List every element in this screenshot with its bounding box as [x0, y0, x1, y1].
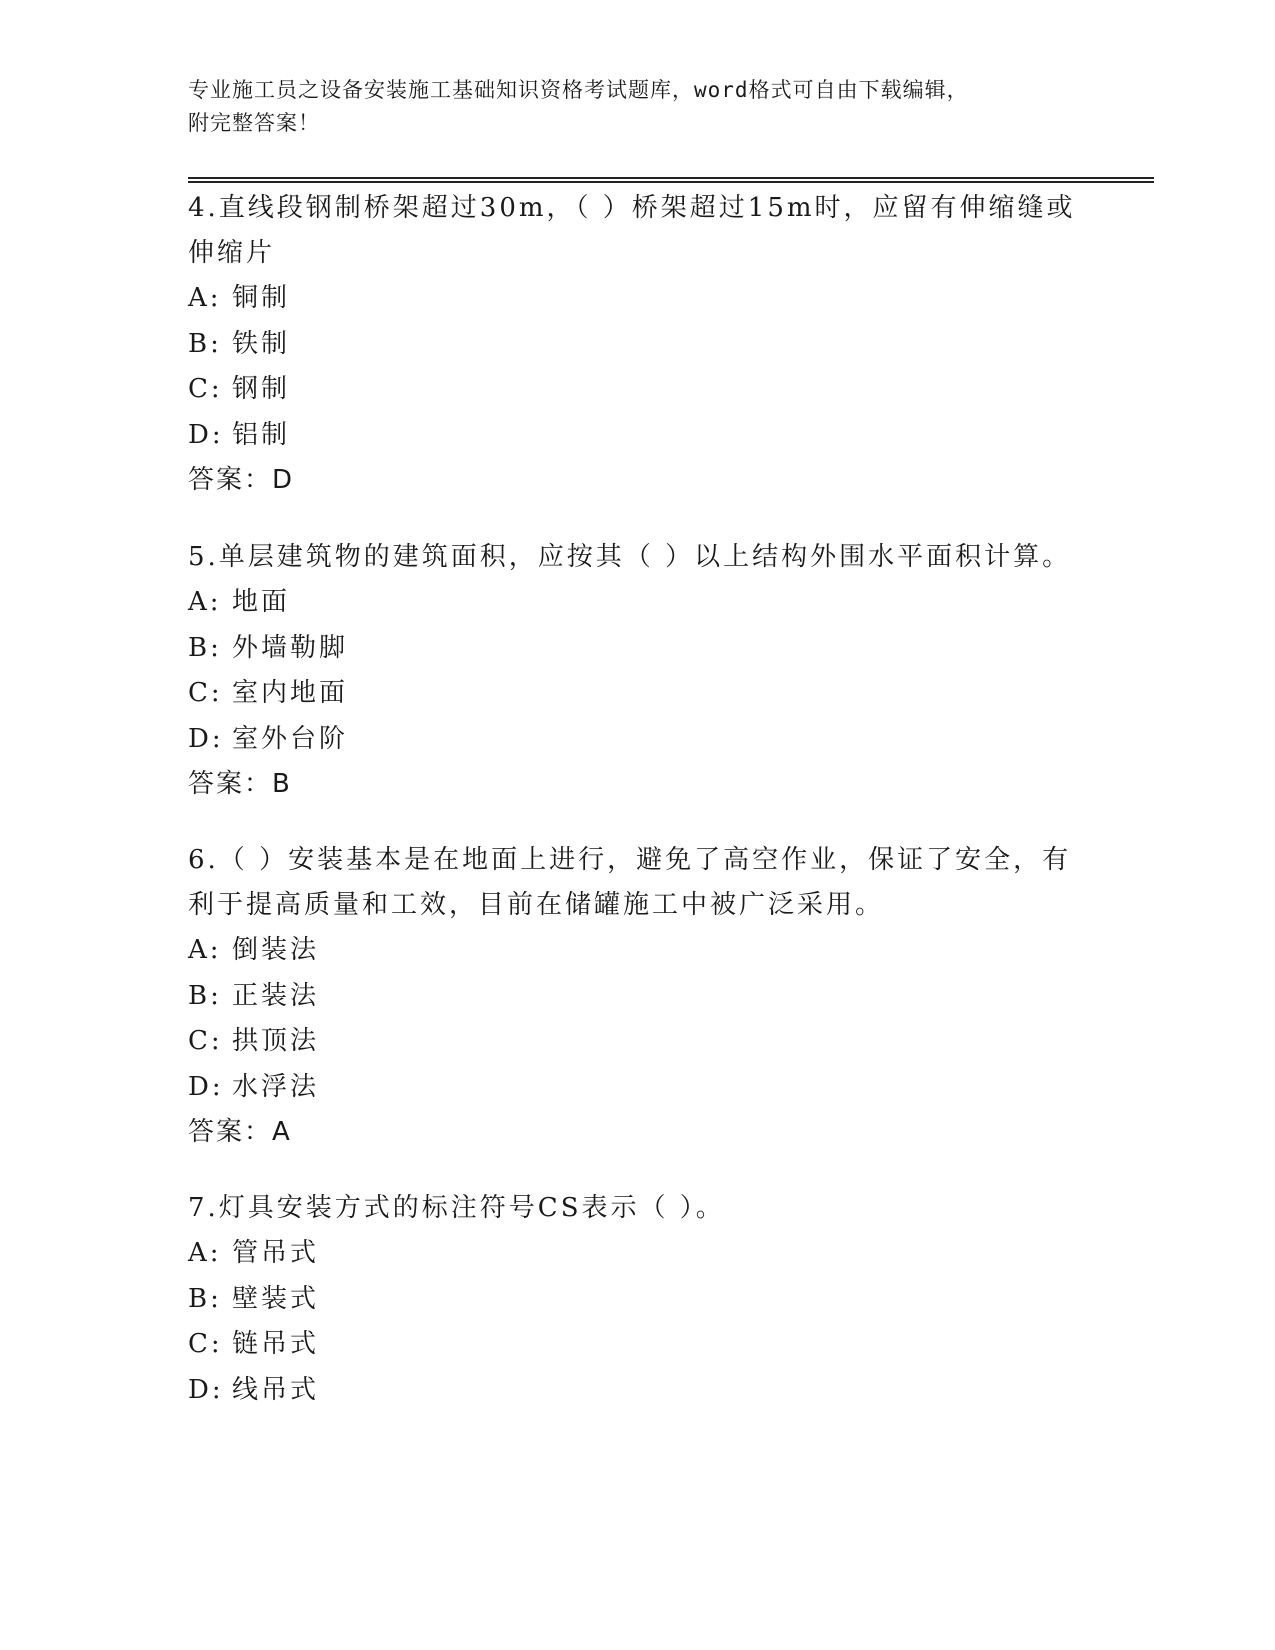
document-header [188, 74, 1068, 140]
stem-line: 利于提高质量和工效，目前在储罐施工中被广泛采用。 [188, 890, 885, 920]
stem-line: 7.灯具安装方式的标注符号CS表示（ ）。 [188, 1193, 725, 1223]
answer-line: 答案：A [188, 1117, 292, 1147]
header-rule-top [188, 177, 1154, 179]
option-letter: B: [188, 980, 222, 1011]
option-d [188, 1368, 1088, 1414]
question-stem [188, 535, 1088, 580]
answer-line: 答案：B [188, 769, 292, 799]
option-text: 水浮法 [232, 1071, 320, 1102]
option-letter: C: [188, 374, 223, 404]
option-text: 正装法 [232, 980, 320, 1011]
option-b [188, 1277, 1088, 1323]
question-5 [188, 535, 1088, 807]
question-6 [188, 838, 1088, 1155]
question-stem [188, 186, 1088, 276]
answer-line: 答案：D [188, 465, 295, 495]
option-letter: D: [188, 1071, 224, 1102]
option-text: 铜制 [232, 283, 291, 313]
option-d [188, 413, 1088, 459]
stem-line: 6.（ ）安装基本是在地面上进行，避免了高空作业，保证了安全，有 [188, 845, 1072, 875]
question-stem [188, 1186, 1088, 1231]
option-c [188, 1019, 1088, 1065]
header-rule-bottom [188, 181, 1154, 183]
option-letter: D: [188, 1374, 224, 1405]
option-letter: D: [188, 419, 224, 450]
option-letter: A: [188, 1238, 222, 1268]
option-d [188, 717, 1088, 763]
option-text: 链吊式 [232, 1329, 320, 1359]
option-letter: A: [188, 283, 222, 313]
option-d [188, 1065, 1088, 1111]
option-a [188, 276, 1088, 322]
question-stem [188, 838, 1088, 928]
option-letter: D: [188, 723, 224, 754]
option-text: 地面 [232, 587, 291, 617]
option-letter: B: [188, 632, 222, 663]
option-text: 钢制 [232, 374, 291, 404]
option-letter: A: [188, 935, 222, 965]
option-letter: B: [188, 1283, 222, 1314]
header-line-1: 专业施工员之设备安装施工基础知识资格考试题库，word格式可自由下载编辑， [188, 78, 969, 102]
question-4 [188, 186, 1088, 503]
option-text: 线吊式 [232, 1374, 320, 1405]
option-a [188, 1231, 1088, 1277]
option-a [188, 580, 1088, 626]
option-letter: B: [188, 328, 222, 359]
option-letter: A: [188, 587, 222, 617]
option-b [188, 974, 1088, 1020]
stem-line: 5.单层建筑物的建筑面积，应按其（ ）以上结构外围水平面积计算。 [188, 542, 1072, 572]
option-c [188, 367, 1088, 413]
option-text: 铝制 [232, 419, 291, 450]
stem-line: 伸缩片 [188, 238, 276, 268]
option-text: 室内地面 [232, 678, 349, 708]
option-text: 铁制 [232, 328, 291, 359]
option-text: 外墙勒脚 [232, 632, 349, 663]
option-text: 室外台阶 [232, 723, 349, 754]
option-c [188, 1322, 1088, 1368]
option-text: 壁装式 [232, 1283, 320, 1314]
option-text: 拱顶法 [232, 1026, 320, 1056]
option-letter: C: [188, 1329, 223, 1359]
option-letter: C: [188, 1026, 223, 1056]
option-text: 管吊式 [232, 1238, 320, 1268]
option-c [188, 671, 1088, 717]
stem-line: 4.直线段钢制桥架超过30m，（ ）桥架超过15m时，应留有伸缩缝或 [188, 193, 1076, 223]
option-a [188, 928, 1088, 974]
header-line-2: 附完整答案！ [188, 111, 320, 135]
option-text: 倒装法 [232, 935, 320, 965]
option-b [188, 322, 1088, 368]
option-letter: C: [188, 678, 223, 708]
question-7 [188, 1186, 1088, 1413]
option-b [188, 626, 1088, 672]
